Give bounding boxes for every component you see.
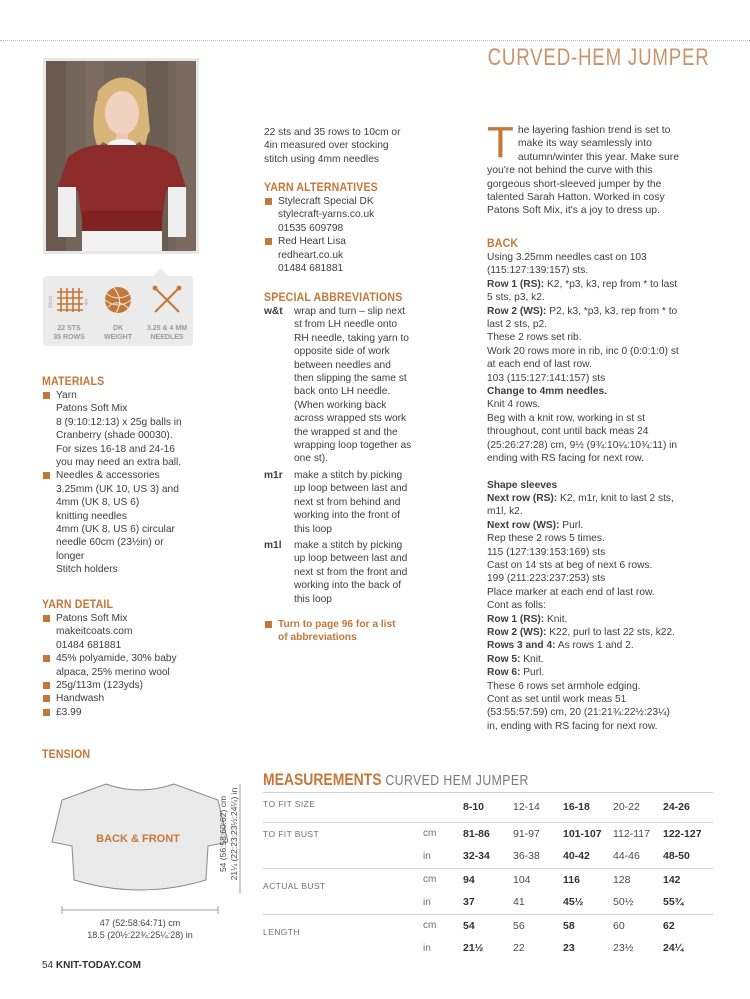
jumper-photo-illustration bbox=[46, 61, 196, 251]
yarn-detail-phone: 01484 681881 bbox=[56, 639, 122, 651]
tension-text bbox=[264, 126, 454, 166]
table-row: TO FIT SIZE 8-10 12-14 16-18 20-22 24-26 bbox=[263, 793, 713, 823]
measurements-table bbox=[263, 792, 713, 960]
needles-caption-1: 3.25 & 4 MM bbox=[146, 325, 188, 332]
alt-yarn-1-name: Stylecraft Special DK bbox=[264, 195, 454, 208]
tension-line-3: stitch using 4mm needles bbox=[264, 153, 379, 165]
shape-line-a1: Rep these 2 rows 5 times. bbox=[487, 533, 605, 545]
yarn-detail-care: Handwash bbox=[42, 692, 227, 705]
yarn-detail-heading: YARN DETAIL bbox=[42, 597, 114, 611]
materials-yarn-line-4: For sizes 16-18 and 24-16 bbox=[56, 443, 175, 455]
alt-yarn-2-name: Red Heart Lisa bbox=[264, 235, 454, 248]
needles-info bbox=[143, 284, 191, 342]
alt-yarn-1-website: stylecraft-yarns.co.uk bbox=[278, 209, 375, 221]
shape-line-a5: Place marker at each end of last row. bbox=[487, 586, 655, 598]
width-in-label: 18.5 (20½:22¾:25¼:28) in bbox=[87, 930, 193, 940]
shape-sleeves-heading: Shape sleeves bbox=[487, 479, 558, 491]
tension-caption-1: 22 STS bbox=[57, 325, 81, 332]
back-change-needles: Change to 4mm needles. bbox=[487, 386, 608, 398]
quick-info-panel bbox=[43, 276, 193, 346]
abbreviation-key: m1r bbox=[264, 469, 283, 481]
materials-needles-line-3: knitting needles bbox=[56, 510, 127, 522]
yarn-detail-price: £3.99 bbox=[42, 706, 227, 719]
materials-needles-line-4: 4mm (UK 8, US 6) circular bbox=[56, 524, 175, 536]
materials-heading: MATERIALS bbox=[42, 374, 105, 388]
tension-line-2: 4in measured over stocking bbox=[264, 140, 389, 152]
yarn-alternatives-heading: YARN ALTERNATIVES bbox=[264, 180, 378, 194]
table-row: TO FIT BUST cm 81-86 91-97 101-107 112-117 122-127 bbox=[263, 822, 713, 845]
yarn-detail-brand: Patons Soft Mix bbox=[42, 612, 227, 625]
height-cm-label: 54 (56:58:60:62) cm bbox=[218, 795, 228, 873]
yarn-detail-block bbox=[42, 612, 227, 719]
tension-grid-icon bbox=[45, 284, 93, 316]
table-row: in 32-34 36-38 40-42 44-46 48-50 bbox=[423, 850, 690, 863]
shape-line-b2: Cont as set until work meas 51 (53:55:57:59) cm, 20 (21:21¾:22½:23¼) in, ending with RS facing for next row. bbox=[487, 694, 670, 732]
back-instructions bbox=[487, 251, 680, 733]
measurements-title bbox=[263, 770, 529, 790]
abbreviation-wt bbox=[264, 305, 412, 466]
table-row: ACTUAL BUST cm 94 104 116 128 142 bbox=[263, 868, 713, 891]
tension-side-left: 10cm bbox=[48, 295, 54, 309]
back-row-2: Row 2 (WS): P2, k3, *p3, k3, rep from * to last 2 sts, p2. bbox=[487, 305, 678, 331]
knitting-needles-icon bbox=[143, 284, 191, 316]
abbreviation-key: w&t bbox=[264, 306, 283, 317]
shape-row-5: Row 5: Knit. bbox=[487, 653, 544, 665]
back-line-a1: These 2 rows set rib. bbox=[487, 332, 582, 344]
tension-line-1: 22 sts and 35 rows to 10cm or bbox=[264, 127, 401, 138]
diagram-label: BACK & FRONT bbox=[96, 833, 180, 845]
back-cast-on: Using 3.25mm needles cast on 103 (115:127:139:157) sts. bbox=[487, 252, 647, 277]
intro-text: he layering fashion trend is set to make its way seamlessly into autumn/winter this year. Make sure you're not behind the curve with this gorgeous short-sleeved jumper by the talented Sarah Hatton. Worked in cosy Patons Soft Mix, it's a joy to dress up. bbox=[487, 125, 680, 217]
abbreviation-m1l bbox=[264, 539, 412, 606]
height-in-label: 21¼ (22:23:23½:24¼) in bbox=[229, 787, 239, 881]
table-row: in 21½ 22 23 23½ 24¼ bbox=[423, 942, 684, 955]
intro-paragraph bbox=[487, 118, 680, 218]
measurements-heading: MEASUREMENTS bbox=[263, 770, 382, 789]
yarn-ball-icon bbox=[94, 284, 142, 316]
tension-info bbox=[45, 284, 93, 342]
site-name[interactable]: KNIT-TODAY.COM bbox=[55, 960, 141, 971]
measurements-subtitle: CURVED HEM JUMPER bbox=[385, 772, 529, 789]
materials-yarn-line-5: you may need an extra ball. bbox=[56, 457, 182, 469]
materials-yarn-label: Yarn bbox=[42, 389, 227, 402]
back-line-a3: 103 (115:127:141:157) sts bbox=[487, 372, 606, 384]
schematic-diagram bbox=[40, 770, 250, 950]
materials-needles-line-5: needle 60cm (23½in) or bbox=[56, 537, 164, 549]
page-title: CURVED-HEM JUMPER bbox=[488, 44, 710, 71]
weight-info bbox=[94, 284, 142, 342]
materials-needles-line-1: 3.25mm (UK 10, US 3) and bbox=[56, 483, 179, 495]
shape-next-ws: Next row (WS): Purl. bbox=[487, 519, 584, 531]
special-abbreviations-heading: SPECIAL ABBREVIATIONS bbox=[264, 290, 403, 304]
materials-needles-line-2: 4mm (UK 8, US 6) bbox=[56, 497, 140, 509]
abbreviation-definition: make a stitch by picking up loop between last and next st from behind and working into the front of this loop bbox=[294, 469, 408, 535]
materials-yarn-line-2: 8 (9:10:12:13) x 25g balls in bbox=[56, 416, 182, 428]
table-row: LENGTH cm 54 56 58 60 62 bbox=[263, 914, 713, 937]
yarn-detail-composition-2: alpaca, 25% merino wool bbox=[56, 666, 170, 678]
model-photo bbox=[43, 58, 199, 254]
alt-yarn-2-website: redheart.co.uk bbox=[278, 249, 344, 261]
page-footer bbox=[42, 960, 141, 971]
back-line-b1: Knit 4 rows. bbox=[487, 399, 541, 411]
materials-block bbox=[42, 389, 227, 577]
shape-line-a2: 115 (127:139:153:169) sts bbox=[487, 546, 606, 558]
shape-line-a4: 199 (211:223:237:253) sts bbox=[487, 573, 606, 585]
shape-next-rs: Next row (RS): K2, m1r, knit to last 2 sts, m1l, k2. bbox=[487, 492, 674, 518]
back-row-1: Row 1 (RS): K2, *p3, k3, rep from * to last 5 sts, p3, k2. bbox=[487, 278, 678, 304]
tension-caption-2: 35 ROWS bbox=[53, 334, 85, 341]
yarn-alternatives-block bbox=[264, 195, 454, 275]
abbreviation-definition: make a stitch by picking up loop between last and next st from the front and working into the back of this loop bbox=[294, 539, 408, 605]
materials-needles-line-7: Stitch holders bbox=[56, 564, 118, 576]
shape-line-b1: These 6 rows set armhole edging. bbox=[487, 680, 641, 692]
abbreviation-key: m1l bbox=[264, 539, 282, 551]
yarn-detail-weight: 25g/113m (123yds) bbox=[42, 679, 227, 692]
shape-row-1: Row 1 (RS): Knit. bbox=[487, 613, 568, 625]
materials-needles-label: Needles & accessories bbox=[42, 469, 227, 482]
shape-row-6: Row 6: Purl. bbox=[487, 667, 545, 679]
yarn-detail-website: makeitcoats.com bbox=[56, 626, 133, 638]
materials-needles-line-6: longer bbox=[56, 550, 85, 562]
abbreviations-page-ref-1[interactable]: Turn to page 96 for a list bbox=[264, 618, 412, 631]
yarn-detail-composition-1: 45% polyamide, 30% baby bbox=[42, 652, 227, 665]
back-line-a2: Work 20 rows more in rib, inc 0 (0:0:1:0) st at each end of last row. bbox=[487, 345, 679, 371]
alt-yarn-2-phone: 01484 681881 bbox=[278, 263, 344, 275]
intro-dropcap: T bbox=[487, 118, 514, 167]
shape-row-2: Row 2 (WS): K22, purl to last 22 sts, k22. bbox=[487, 626, 675, 638]
abbreviations-page-ref-2[interactable]: of abbreviations bbox=[278, 632, 357, 644]
page-number: 54 bbox=[42, 960, 54, 971]
top-divider bbox=[0, 40, 750, 41]
alt-yarn-1-phone: 01535 609798 bbox=[278, 222, 344, 234]
tension-side-right: 4in bbox=[84, 298, 90, 306]
width-cm-label: 47 (52:58:64:71) cm bbox=[99, 918, 181, 928]
materials-yarn-line-3: Cranberry (shade 00030). bbox=[56, 430, 173, 442]
abbreviation-definition: wrap and turn – slip next st from LH needle onto RH needle, taking yarn to opposite side of work between needles and then slipping the same st back onto LH needle. (When working back across wrapped sts work the wrapped st and the wrapping loop together as one st). bbox=[294, 306, 412, 465]
shape-line-a6: Cont as folls: bbox=[487, 600, 546, 612]
materials-yarn-line-1: Patons Soft Mix bbox=[56, 403, 128, 415]
table-row: in 37 41 45½ 50½ 55¾ bbox=[423, 896, 684, 909]
weight-caption-2: WEIGHT bbox=[104, 334, 132, 341]
weight-caption-1: DK bbox=[112, 325, 124, 332]
needles-caption-2: NEEDLES bbox=[150, 334, 184, 341]
back-heading: BACK bbox=[487, 236, 519, 250]
shape-line-a3: Cast on 14 sts at beg of next 6 rows. bbox=[487, 559, 653, 571]
back-line-b2: Beg with a knit row, working in st st throughout, cont until back meas 24 (25:26:27:28) cm, 9½ (9¾:10¼:10¾:11) in ending with RS facing for next row. bbox=[487, 412, 678, 465]
tension-heading: TENSION bbox=[42, 747, 91, 761]
abbreviations-block bbox=[264, 305, 412, 645]
shape-row-3-4: Rows 3 and 4: As rows 1 and 2. bbox=[487, 640, 634, 652]
abbreviation-m1r bbox=[264, 469, 412, 536]
